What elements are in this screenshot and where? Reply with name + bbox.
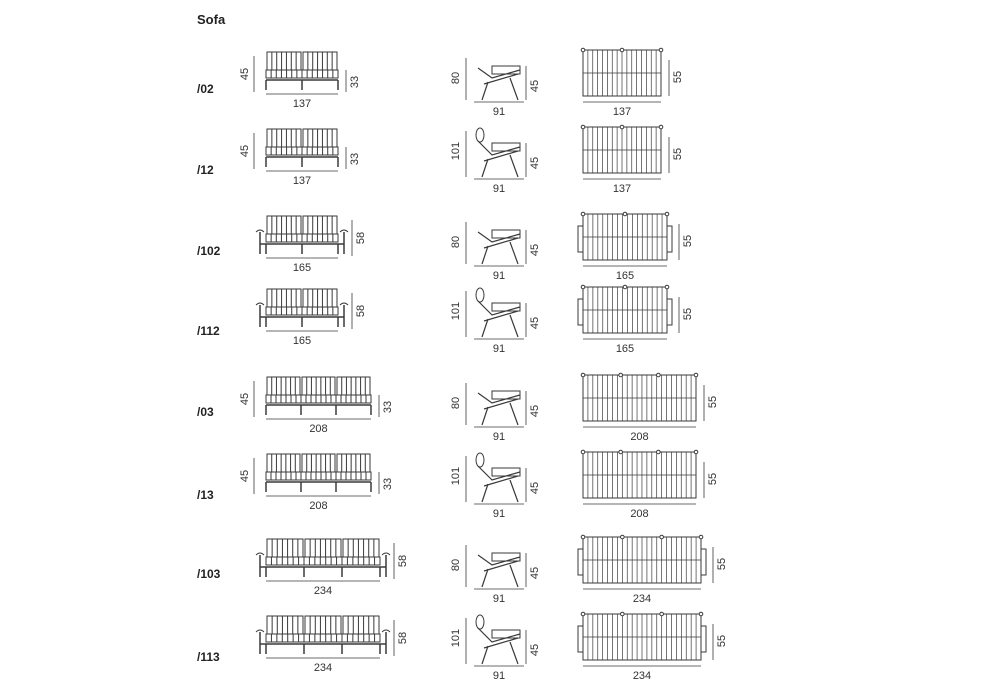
side-view: [450, 288, 541, 355]
side-height-label: 80: [450, 235, 462, 249]
side-view: [450, 615, 541, 682]
side-view: [450, 128, 541, 195]
top-joint: [623, 212, 627, 216]
backrest-profile: [478, 68, 520, 78]
top-depth-label: 55: [716, 634, 728, 648]
model-code: /03: [197, 405, 214, 419]
top-armrest: [701, 549, 706, 575]
top-joint: [581, 285, 585, 289]
seat-cushion-profile: [492, 468, 520, 476]
top-width-label: 234: [632, 593, 652, 605]
top-width-label: 234: [632, 670, 652, 682]
side-seat-height-label: 45: [529, 643, 541, 657]
front-height-label: 58: [397, 554, 409, 568]
sofa-row-12: [239, 125, 684, 195]
top-joint: [694, 373, 698, 377]
top-armrest: [578, 549, 583, 575]
top-depth-label: 55: [672, 70, 684, 84]
top-joint: [699, 612, 703, 616]
side-view: [450, 58, 541, 118]
front-view: [256, 216, 367, 274]
sofa-row-13: [239, 450, 719, 520]
leg: [510, 155, 518, 177]
seat-cushion-profile: [492, 553, 520, 561]
model-code: /112: [197, 324, 220, 338]
armrest-cap: [382, 630, 390, 632]
side-seat-height-label: 45: [529, 566, 541, 580]
front-view: [239, 454, 394, 512]
top-depth-label: 55: [682, 307, 694, 321]
front-width-label: 208: [309, 500, 328, 512]
top-view: [578, 612, 728, 682]
leg: [510, 403, 518, 425]
top-joint: [581, 212, 585, 216]
side-depth-label: 91: [492, 270, 506, 282]
top-joint: [619, 373, 623, 377]
top-joint: [581, 450, 585, 454]
top-width-label: 165: [615, 270, 635, 282]
side-view: [450, 383, 541, 443]
front-width-label: 208: [309, 423, 328, 435]
side-height-label: 101: [450, 141, 462, 161]
side-seat-height-label: 45: [529, 156, 541, 170]
top-armrest: [667, 226, 672, 252]
top-joint: [665, 212, 669, 216]
front-width-label: 137: [292, 175, 312, 187]
side-height-label: 80: [450, 71, 462, 85]
headrest: [476, 615, 484, 629]
front-height-label: 33: [349, 152, 361, 166]
side-height-label: 101: [450, 301, 462, 321]
seat-cushion-profile: [492, 66, 520, 74]
leg: [482, 484, 488, 502]
top-joint: [581, 373, 585, 377]
front-view: [256, 539, 409, 597]
leg: [482, 407, 488, 425]
side-seat-height-label: 45: [529, 316, 541, 330]
top-depth-label: 55: [672, 147, 684, 161]
top-joint: [657, 373, 661, 377]
armrest-cap: [256, 303, 264, 305]
top-depth-label: 55: [716, 557, 728, 571]
top-joint: [620, 48, 624, 52]
side-view: [450, 545, 541, 605]
sofa-row-112: [256, 285, 694, 355]
front-width-label: 165: [292, 262, 312, 274]
model-code: /113: [197, 650, 220, 664]
leg: [482, 82, 488, 100]
backrest-profile: [478, 393, 520, 403]
backrest-profile: [478, 232, 520, 242]
front-height-label: 33: [382, 400, 394, 414]
top-joint: [620, 125, 624, 129]
front-height-label: 33: [349, 75, 361, 89]
seat-cushion-profile: [492, 230, 520, 238]
top-joint: [660, 612, 664, 616]
front-height-label: 58: [355, 304, 367, 318]
side-depth-label: 91: [492, 106, 506, 118]
top-view: [581, 48, 684, 118]
top-view: [581, 373, 719, 443]
top-joint: [581, 612, 585, 616]
leg: [482, 646, 488, 664]
model-code: /12: [197, 163, 214, 177]
side-depth-label: 91: [492, 670, 506, 682]
front-view: [239, 377, 394, 435]
sofa-row-02: [239, 48, 684, 118]
model-code: /103: [197, 567, 221, 581]
seat-cushion: [266, 472, 371, 480]
top-joint: [659, 125, 663, 129]
leg: [482, 159, 488, 177]
backrest-profile: [478, 555, 520, 565]
top-joint: [621, 612, 625, 616]
side-seat-height-label: 45: [529, 243, 541, 257]
side-depth-label: 91: [492, 431, 506, 443]
front-width-label: 137: [292, 98, 312, 110]
sofa-row-103: [256, 535, 728, 605]
page-title: Sofa: [197, 12, 226, 27]
model-code: /13: [197, 488, 214, 502]
side-seat-height-label: 45: [529, 481, 541, 495]
leg: [482, 319, 488, 337]
side-seat-height-label: 45: [529, 404, 541, 418]
top-view: [581, 125, 684, 195]
side-depth-label: 91: [492, 508, 506, 520]
sofa-row-102: [256, 212, 694, 282]
front-height-label: 33: [382, 477, 394, 491]
side-height-label: 101: [450, 628, 462, 648]
top-joint: [694, 450, 698, 454]
leg: [510, 480, 518, 502]
side-view: [450, 453, 541, 520]
front-height-label: 45: [239, 392, 251, 406]
side-view: [450, 222, 541, 282]
seat-cushion-profile: [492, 391, 520, 399]
front-view: [256, 289, 367, 347]
armrest-cap: [256, 230, 264, 232]
headrest: [476, 453, 484, 467]
top-width-label: 208: [630, 431, 649, 443]
top-joint: [581, 535, 585, 539]
top-armrest: [667, 299, 672, 325]
top-width-label: 137: [612, 183, 632, 195]
leg: [482, 246, 488, 264]
side-height-label: 101: [450, 466, 462, 486]
front-height-label: 45: [239, 469, 251, 483]
model-code: /02: [197, 82, 214, 96]
top-armrest: [701, 626, 706, 652]
leg: [510, 315, 518, 337]
leg: [510, 242, 518, 264]
top-joint: [581, 48, 585, 52]
side-depth-label: 91: [492, 593, 506, 605]
front-view: [239, 129, 361, 187]
top-view: [578, 535, 728, 605]
top-depth-label: 55: [707, 395, 719, 409]
leg: [510, 642, 518, 664]
sofa-row-113: [256, 612, 728, 682]
front-width-label: 234: [313, 585, 333, 597]
front-view: [256, 616, 409, 674]
top-armrest: [578, 626, 583, 652]
top-width-label: 165: [615, 343, 635, 355]
top-joint: [657, 450, 661, 454]
headrest: [476, 288, 484, 302]
top-armrest: [578, 226, 583, 252]
top-armrest: [578, 299, 583, 325]
sofa-row-03: [239, 373, 719, 443]
top-joint: [623, 285, 627, 289]
top-joint: [659, 48, 663, 52]
leg: [510, 78, 518, 100]
top-joint: [660, 535, 664, 539]
top-joint: [619, 450, 623, 454]
front-height-label: 45: [239, 144, 251, 158]
top-joint: [699, 535, 703, 539]
armrest-cap: [340, 303, 348, 305]
top-view: [581, 450, 719, 520]
front-height-label: 58: [397, 631, 409, 645]
front-height-label: 45: [239, 67, 251, 81]
side-height-label: 80: [450, 396, 462, 410]
front-view: [239, 52, 361, 110]
seat-cushion-profile: [492, 630, 520, 638]
top-width-label: 137: [612, 106, 632, 118]
top-joint: [665, 285, 669, 289]
seat-cushion: [266, 395, 371, 403]
top-joint: [621, 535, 625, 539]
top-view: [578, 212, 694, 282]
front-height-label: 58: [355, 231, 367, 245]
leg: [482, 569, 488, 587]
armrest-cap: [382, 553, 390, 555]
front-width-label: 165: [292, 335, 312, 347]
top-view: [578, 285, 694, 355]
side-seat-height-label: 45: [529, 79, 541, 93]
top-joint: [581, 125, 585, 129]
top-depth-label: 55: [682, 234, 694, 248]
top-width-label: 208: [630, 508, 649, 520]
armrest-cap: [340, 230, 348, 232]
leg: [510, 565, 518, 587]
top-depth-label: 55: [707, 472, 719, 486]
front-width-label: 234: [313, 662, 333, 674]
seat-cushion: [266, 634, 380, 642]
seat-cushion-profile: [492, 143, 520, 151]
side-depth-label: 91: [492, 183, 506, 195]
armrest-cap: [256, 630, 264, 632]
seat-cushion-profile: [492, 303, 520, 311]
armrest-cap: [256, 553, 264, 555]
headrest: [476, 128, 484, 142]
model-code: /102: [197, 244, 221, 258]
seat-cushion: [266, 557, 380, 565]
side-depth-label: 91: [492, 343, 506, 355]
side-height-label: 80: [450, 558, 462, 572]
